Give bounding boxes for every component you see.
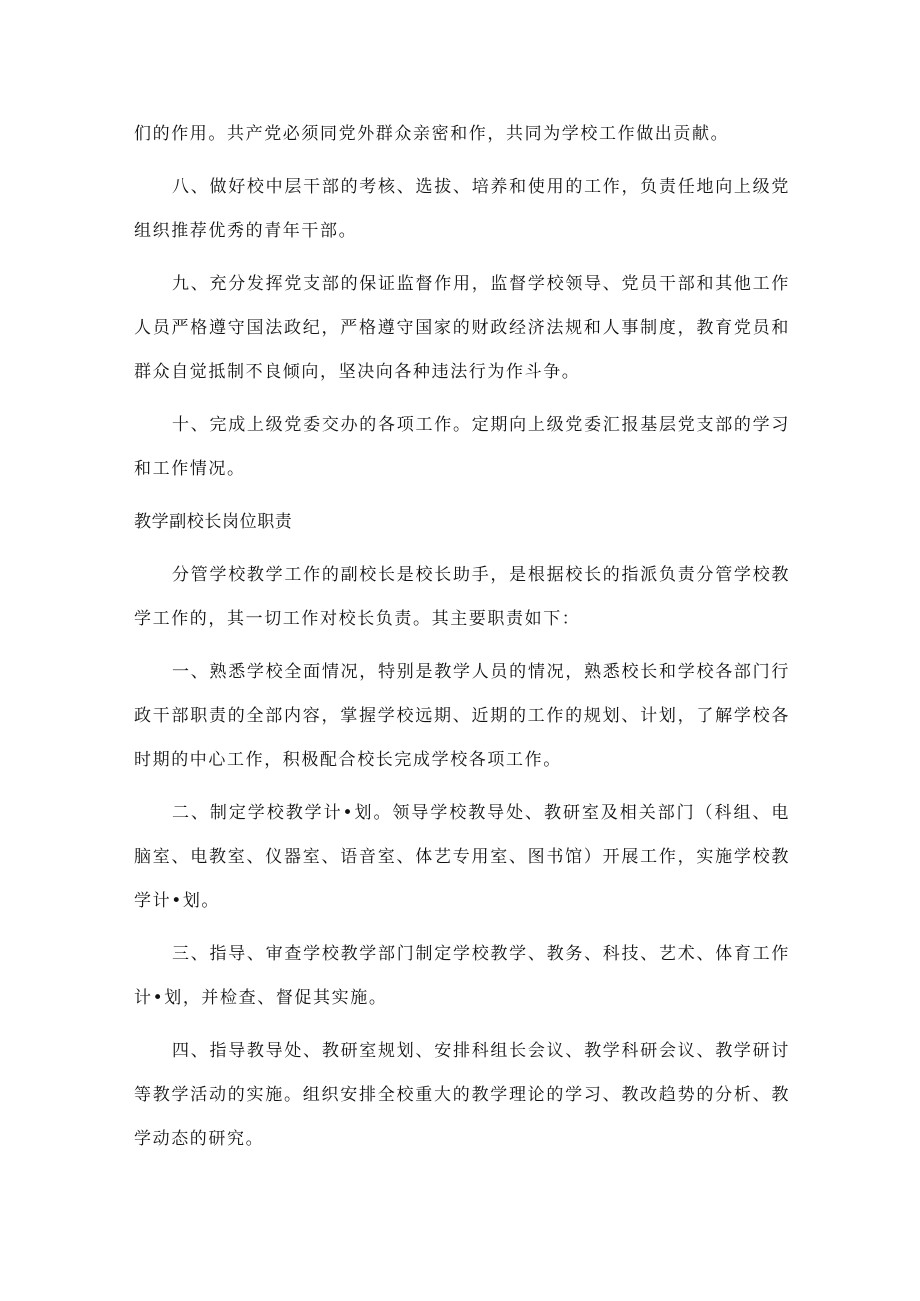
duty-item-2: 二、制定学校教学计•划。领导学校教导处、教研室及相关部门（科组、电脑室、电教室、仪器室、语音室、体艺专用室、图书馆）开展工作，实施学校教学计•划。	[134, 803, 790, 911]
duty-item-4: 四、指导教导处、教研室规划、安排科组长会议、教学科研会议、教学研讨等教学活动的实施。组织安排全校重大的教学理论的学习、教改趋势的分析、教学动态的研究。	[134, 1041, 790, 1149]
paragraph-continuation: 们的作用。共产党必须同党外群众亲密和作，共同为学校工作做出贡献。	[134, 124, 730, 144]
duty-item-1: 一、熟悉学校全面情况，特别是教学人员的情况，熟悉校长和学校各部门行政干部职责的全部内容，掌握学校远期、近期的工作的规划、计划，了解学校各时期的中心工作，积极配合校长完成学校各项工作。	[134, 662, 790, 770]
document-body	[134, 112, 790, 1170]
section-title: 教学副校长岗位职责	[134, 512, 293, 532]
section-intro: 分管学校教学工作的副校长是校长助手，是根据校长的指派负责分管学校教学工作的，其一切工作对校长负责。其主要职责如下：	[134, 565, 790, 629]
paragraph-item-9: 九、充分发挥党支部的保证监督作用，监督学校领导、党员干部和其他工作人员严格遵守国法政纪，严格遵守国家的财政经济法规和人事制度，教育党员和群众自觉抵制不良倾向，坚决向各种违法行为作斗争。	[134, 274, 790, 382]
paragraph-item-8: 八、做好校中层干部的考核、选拔、培养和使用的工作，负责任地向上级党组织推荐优秀的青年干部。	[134, 177, 790, 241]
paragraph-item-10: 十、完成上级党委交办的各项工作。定期向上级党委汇报基层党支部的学习和工作情况。	[134, 415, 790, 479]
duty-item-3: 三、指导、审查学校教学部门制定学校教学、教务、科技、艺术、体育工作计•划，并检查、督促其实施。	[134, 944, 790, 1008]
